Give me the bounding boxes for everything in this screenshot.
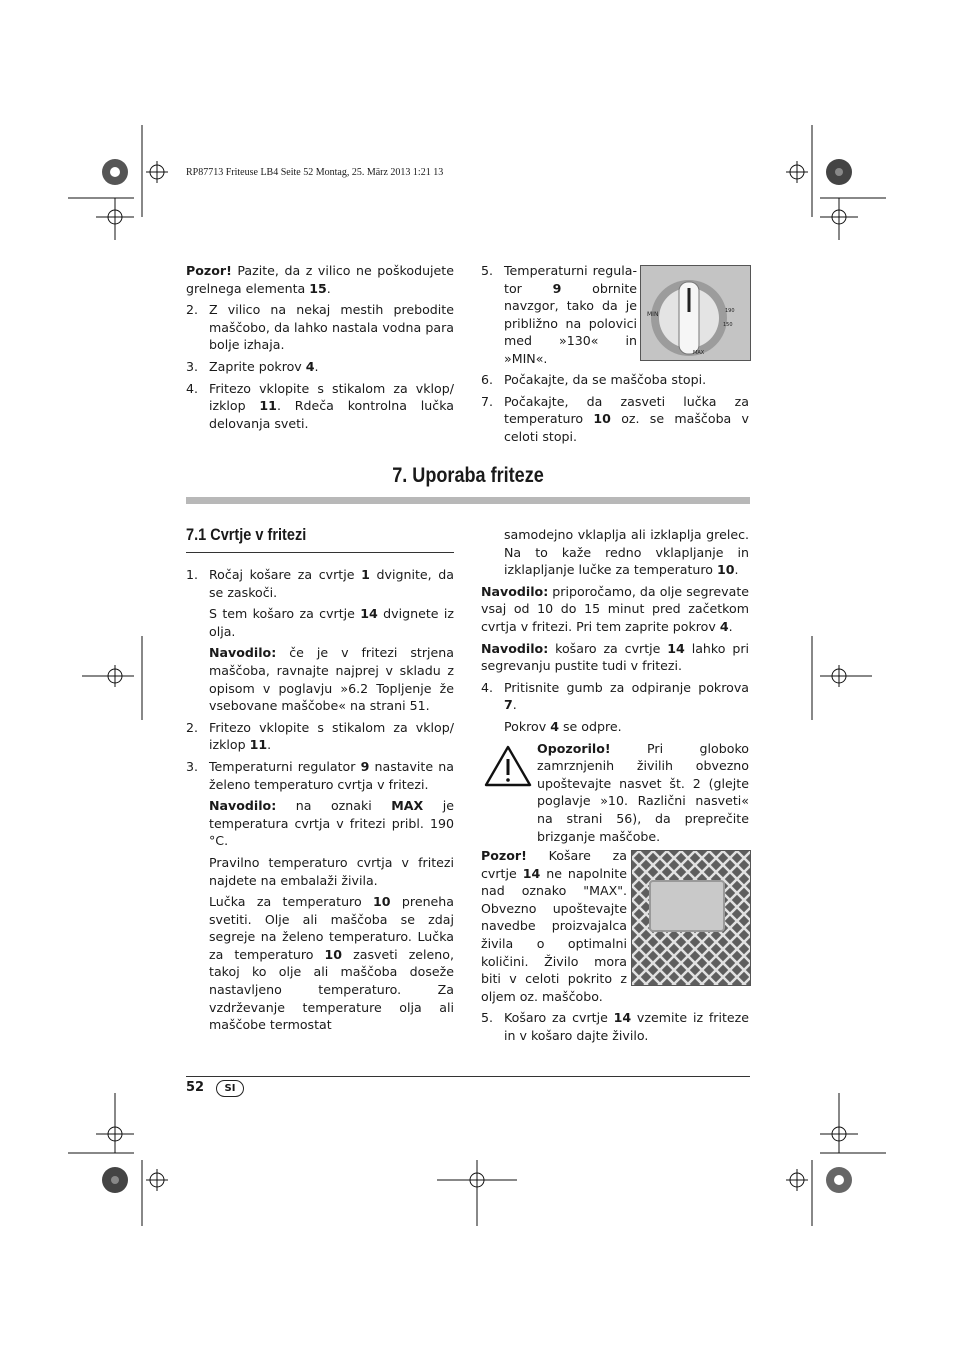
footer-rule <box>186 1076 750 1077</box>
section-title-bar <box>186 497 750 504</box>
pozor-block: Pozor! Košare za cvrtje 14 ne napolnite nad oznako "MAX". Obvezno upoštevajte navedbe proizvajalca živila o optimalni količini. Živilo mora biti v celoti pokrito z oljem oz. maščobo. <box>481 848 627 1004</box>
list-item: 6. Počakajte, da se maščoba stopi. <box>481 372 707 387</box>
note: Navodilo: na oznaki MAX je temperatura cvrtja v fritezi pribl. 190 °C. <box>209 798 454 849</box>
subsection-title: 7.1 Cvrtje v fritezi <box>186 526 307 544</box>
basket-mesh-icon <box>632 851 750 985</box>
list-item: 3. Zaprite pokrov 4. <box>186 358 319 374</box>
top-left-column <box>186 262 454 436</box>
language-badge: SI <box>216 1080 244 1097</box>
list-item: 2. Fritezo vklopite s stikalom za vklop/ izklop 11. <box>186 719 454 753</box>
list-item: 4. Fritezo vklopite s stikalom za vklop/ izklop 11. Rdeča kontrolna lučka delovanja sveti. <box>186 380 454 431</box>
list-item: 2. Z vilico na nekaj mestih prebodite maščobo, da lahko nastala vodna para bolje izhaja. <box>186 302 454 353</box>
paragraph: Pravilno temperaturo cvrtja v fritezi najdete na embalaži živila. <box>209 854 454 888</box>
list-item: 7. Počakajte, da zasveti lučka za temperaturo 10 oz. se maščoba v celoti stopi. <box>481 393 750 444</box>
paragraph: Pokrov 4 se odpre. <box>504 718 622 734</box>
section-title: 7. Uporaba friteze <box>392 464 544 487</box>
list-item: 5. Temperaturni regula-tor 9 obrnite navzgor, tako da je približno na polovici med »130« in »MIN«. <box>481 263 638 366</box>
list-item: 4. Pritisnite gumb za odpiranje pokrova 7. <box>481 679 749 713</box>
print-header: RP87713 Friteuse LB4 Seite 52 Montag, 25. März 2013 1:21 13 <box>186 167 444 178</box>
svg-text:150: 150 <box>723 322 733 328</box>
svg-text:MIN: MIN <box>647 311 659 318</box>
temperature-dial-icon <box>641 266 750 360</box>
svg-text:MAX: MAX <box>693 350 705 356</box>
temperature-dial-photo <box>640 265 751 361</box>
subsection-underline <box>186 552 454 553</box>
note: Navodilo: če je v fritezi strjena maščoba, ravnajte najprej v skladu z opisom v poglavju »6.2 Topljenje že vsebovane maščobe« na strani 51. <box>209 645 454 714</box>
warning-block: Opozorilo! Pri globoko zamrznjenih živilih obvezno upoštevajte nasvet št. 2 (glejte poglavje »10. Različni nasveti« na strani 56), da preprečite brizganje maščobe. <box>481 740 749 846</box>
list-item: 5. Košaro za cvrtje 14 vzemite iz friteze in v košaro dajte živilo. <box>481 1010 749 1044</box>
list-item: 1. Ročaj košare za cvrtje 1 dvignite, da se zaskoči. <box>186 567 455 600</box>
note: Navodilo: priporočamo, da olje segrevate vsaj od 10 do 15 minut pred začetkom cvrtja v fritezi. Pri tem zaprite pokrov 4. <box>481 583 749 634</box>
left-column <box>186 566 454 1038</box>
top-right-item5 <box>481 262 637 368</box>
paragraph: samodejno vklaplja ali izklaplja grelec. Na to kaže redno vklapljanje in izklapljanje lučke za temperaturo 10. <box>504 527 749 578</box>
basket-max-mark-photo <box>631 850 751 986</box>
page-number: 52 <box>186 1080 205 1095</box>
list-item: 3. Temperaturni regulator 9 nastavite na želeno temperaturo cvrtja v fritezi. <box>186 758 455 792</box>
top-right-items <box>481 371 749 449</box>
svg-text:190: 190 <box>725 308 735 314</box>
note: Navodilo: košaro za cvrtje 14 lahko pri segrevanju pustite tudi v fritezi. <box>481 640 749 674</box>
pozor-paragraph: Pozor! Pazite, da z vilico ne poškodujete grelnega elementa 15. <box>186 263 454 296</box>
paragraph: Lučka za temperaturo 10 preneha svetiti. Olje ali maščoba se zdaj segreje na želeno temperaturo. Lučka za temperaturo 10 zasveti zeleno, takoj ko olje ali maščoba doseže nastavljeno temperaturo. Za vzdrževanje temperature olja ali maščobe termostat <box>209 894 454 1033</box>
warning-triangle-icon <box>483 744 533 788</box>
paragraph: S tem košaro za cvrtje 14 dvignete iz olja. <box>209 606 454 639</box>
